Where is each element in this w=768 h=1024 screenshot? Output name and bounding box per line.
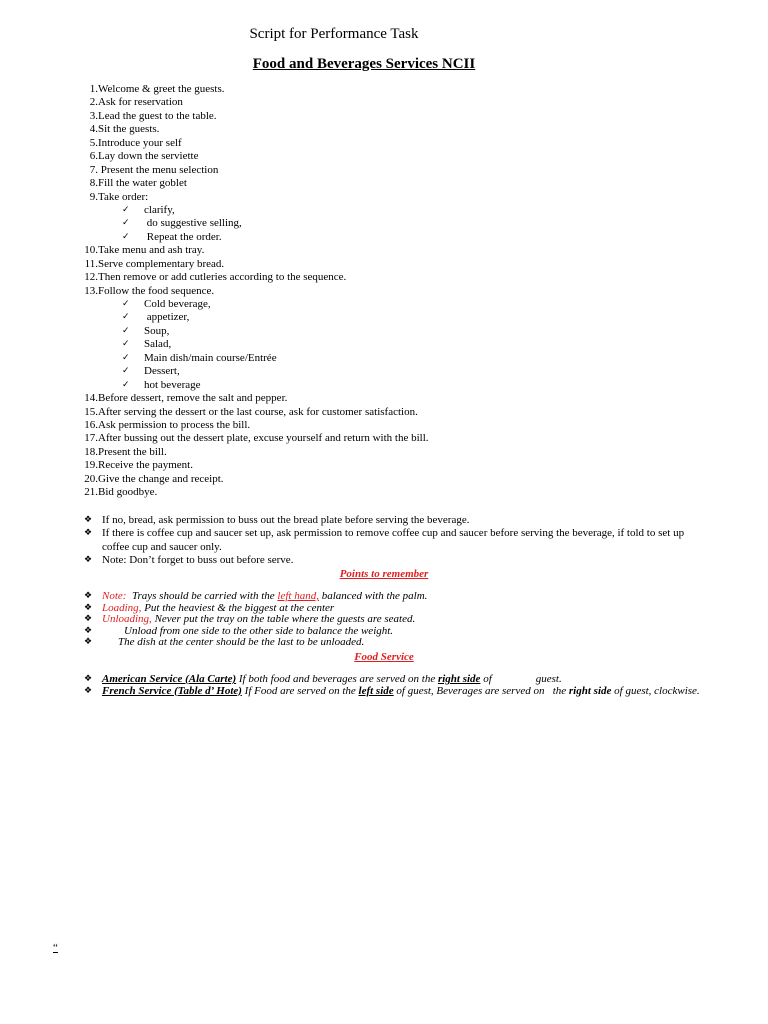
checkmark-icon: ✓ [122,352,130,363]
points-heading: Points to remember [339,568,429,580]
tip-item: ❖ Unload from one side to the other side to balance the weight. [84,624,394,637]
checkmark-icon: ✓ [122,231,130,242]
step-item: 11. Serve complementary bread. [84,257,225,270]
checkmark-icon: ✓ [122,339,130,350]
notes-list [84,514,714,568]
diamond-bullet-icon: ❖ [84,591,93,601]
diamond-bullet-icon: ❖ [84,515,93,525]
checkmark-icon: ✓ [122,218,130,229]
diamond-bullet-icon: ❖ [84,625,93,636]
diamond-bullet-icon: ❖ [84,685,93,696]
step-item: 21. Bid goodbye. [84,486,158,499]
footer-quote-mark: “ [53,942,58,954]
food-sequence-item: ✓ appetizer, [122,311,190,324]
order-check-item: ✓ clarify, [122,203,175,216]
step-item: 12. Then remove or add cutleries according to the sequence. [84,271,347,284]
checkmark-icon: ✓ [122,299,130,309]
order-check-item: ✓ do suggestive selling, [122,217,242,230]
document-subtitle: Food and Beverages Services NCII [252,56,476,72]
tip-item: ❖ The dish at the center should be the last to be unloaded. [84,636,365,649]
diamond-bullet-icon: ❖ [84,614,93,625]
service-list [84,674,714,697]
tips-list [84,591,714,649]
food-sequence-item: ✓ Dessert, [122,365,180,378]
checkmark-icon: ✓ [122,325,130,336]
note-item: ❖ Note: Don’t forget to buss out before serve. [84,554,294,567]
step-item: 5. Introduce your self [89,136,182,149]
step-item: 15. After serving the dessert or the last course, ask for customer satisfaction. [84,405,418,418]
step-item: 8. Fill the water goblet [89,177,187,190]
service-item-american: ❖ American Service (Ala Carte) If both food and beverages are served on the right side of guest. [84,673,562,685]
food-sequence-item: ✓ Salad, [122,338,172,351]
step-item: 13. Follow the food sequence. [84,284,215,297]
tip-item: ❖ Note: Trays should be carried with the left hand, balanced with the palm. [84,590,428,602]
note-item: ❖ If no, bread, ask permission to buss out the bread plate before serving the beverage. [84,514,470,526]
checkmark-icon: ✓ [122,379,130,390]
step-item: 16. Ask permission to process the bill. [84,418,251,431]
tip-item: ❖ Loading, Put the heaviest & the biggest at the center [84,601,335,614]
note-item: ❖ If there is coffee cup and saucer set up, ask permission to remove coffee cup and saucer before serving the beverage, if told to set up coffee cup and saucer only. [84,527,685,553]
order-check-item: ✓ Repeat the order. [122,230,222,243]
food-sequence-item: ✓ Cold beverage, [122,298,211,310]
diamond-bullet-icon: ❖ [84,602,93,613]
diamond-bullet-icon: ❖ [84,637,93,648]
step-item: 10. Take menu and ash tray. [84,244,205,257]
step-item: 6. Lay down the serviette [89,150,199,163]
step-item: 3. Lead the guest to the table. [89,109,217,122]
food-service-heading: Food Service [354,651,414,663]
step-item: 14. Before dessert, remove the salt and pepper. [84,392,288,405]
step-item: 9. Take order: [89,190,149,203]
checkmark-icon: ✓ [122,312,130,323]
checkmark-icon: ✓ [122,366,130,377]
diamond-bullet-icon: ❖ [84,674,93,684]
checkmark-icon: ✓ [122,204,130,215]
step-item: 1. Welcome & greet the guests. [89,83,225,95]
step-item: 20. Give the change and receipt. [84,472,224,485]
step-item: 4. Sit the guests. [89,123,160,136]
food-sequence-item: ✓ Main dish/main course/Entrée [122,351,277,364]
step-item: 7. Present the menu selection [89,163,219,176]
step-item: 2. Ask for reservation [89,96,183,109]
service-item-french: ❖ French Service (Table d’ Hote) If Food are served on the left side of guest, Beverages are served on the right side of guest, clockwise. [84,684,700,697]
tip-item: ❖ Unloading, Never put the tray on the table where the guests are seated. [84,613,416,626]
document-title: Script for Performance Task [249,26,419,42]
diamond-bullet-icon: ❖ [84,555,93,566]
steps-list [74,83,714,500]
food-sequence-item: ✓ hot beverage [122,378,201,391]
step-item: 19. Receive the payment. [84,459,193,472]
food-sequence-item: ✓ Soup, [122,324,170,337]
diamond-bullet-icon: ❖ [84,528,93,539]
step-item: 18. Present the bill. [84,445,167,458]
step-item: 17. After bussing out the dessert plate, excuse yourself and return with the bill. [84,432,429,445]
